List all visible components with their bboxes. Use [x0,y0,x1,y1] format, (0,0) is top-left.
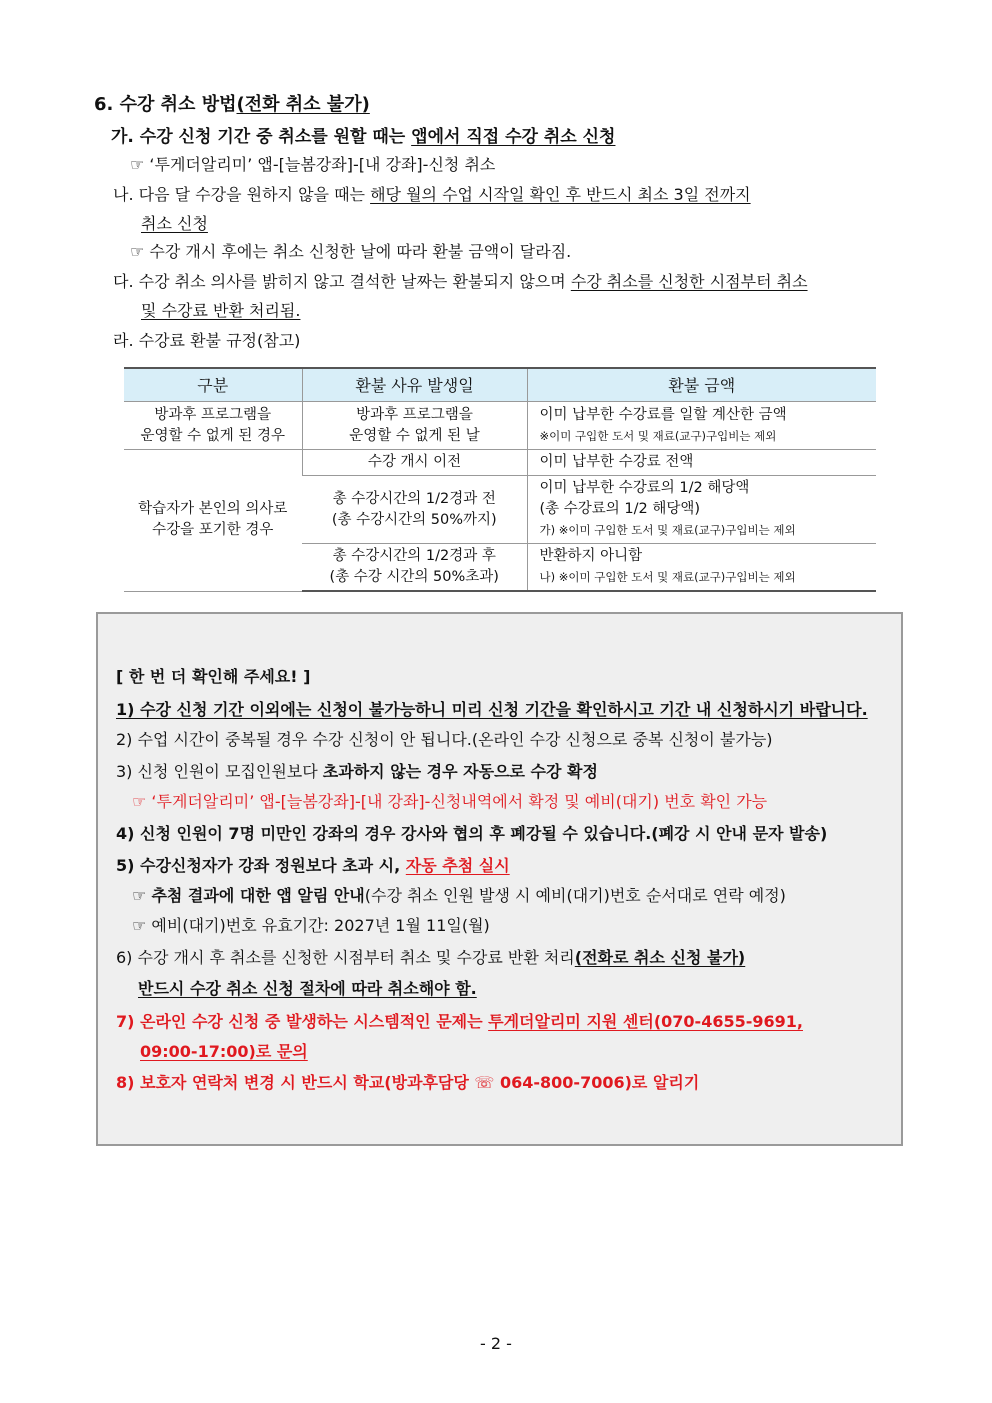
table-row [124,402,876,450]
section-title: 6. 수강 취소 방법(전화 취소 불가) [94,94,370,115]
item-ga-sub: ☞ ‘투게더알리미’ 앱-[늘봄강좌]-[내 강좌]-신청 취소 [130,155,496,174]
refund-table [124,367,876,592]
notice-item-5-sub1: ☞ 추첨 결과에 대한 앱 알림 안내(수강 취소 인원 발생 시 예비(대기)번호 순서대로 연락 예정) [132,886,786,905]
notice-item-2: 2) 수업 시간이 중복될 경우 수강 신청이 안 됩니다.(온라인 수강 신청으로 중복 신청이 불가능) [116,730,773,749]
notice-item-4: 4) 신청 인원이 7명 미만인 강좌의 경우 강사와 협의 후 폐강될 수 있습니다.(폐강 시 안내 문자 발송) [116,824,828,843]
notice-item-6-cont: 반드시 수강 취소 신청 절차에 따라 취소해야 함. [138,979,477,998]
notice-box [96,612,903,1146]
header-date: 환불 사유 발생일 [302,368,527,402]
cell-date: 총 수강시간의 1/2경과 전 (총 수강시간의 50%까지) [302,476,527,544]
item-na: 나. 다음 달 수강을 원하지 않을 때는 해당 월의 수업 시작일 확인 후 반드시 최소 3일 전까지 [113,185,751,204]
notice-item-7: 7) 온라인 수강 신청 중 발생하는 시스템적인 문제는 투게더알리미 지원 센터(070-4655-9691, [116,1012,803,1031]
notice-item-3: 3) 신청 인원이 모집인원보다 초과하지 않는 경우 자동으로 수강 확정 [116,762,598,781]
page-number: - 2 - [480,1334,512,1353]
item-na-sub: ☞ 수강 개시 후에는 취소 신청한 날에 따라 환불 금액이 달라짐. [130,242,572,261]
cell-amount: 반환하지 아니함 나) ※이미 구입한 도서 및 재료(교구)구입비는 제외 [527,544,876,592]
notice-item-3-sub: ☞ ‘투게더알리미’ 앱-[늘봄강좌]-[내 강좌]-신청내역에서 확정 및 예비(대기) 번호 확인 가능 [132,792,768,811]
item-ga: 가. 수강 신청 기간 중 취소를 원할 때는 앱에서 직접 수강 취소 신청 [111,127,616,147]
notice-item-5: 5) 수강신청자가 강좌 정원보다 초과 시, 자동 추첨 실시 [116,856,510,875]
header-amount: 환불 금액 [527,368,876,402]
cell-category: 방과후 프로그램을 운영할 수 없게 된 경우 [124,402,302,450]
notice-item-8: 8) 보호자 연락처 변경 시 반드시 학교(방과후담당 ☏ 064-800-7006)로 알리기 [116,1073,700,1092]
cell-date: 수강 개시 이전 [302,450,527,476]
item-da-cont: 및 수강료 반환 처리됨. [141,301,301,320]
cell-amount: 이미 납부한 수강료를 일할 계산한 금액 ※이미 구입한 도서 및 재료(교구)구입비는 제외 [527,402,876,450]
header-category: 구분 [124,368,302,402]
notice-item-1: 1) 수강 신청 기간 이외에는 신청이 불가능하니 미리 신청 기간을 확인하시고 기간 내 신청하시기 바랍니다. [116,700,868,719]
cell-amount: 이미 납부한 수강료의 1/2 해당액 (총 수강료의 1/2 해당액) 가) ※이미 구입한 도서 및 재료(교구)구입비는 제외 [527,476,876,544]
cell-date: 총 수강시간의 1/2경과 후 (총 수강 시간의 50%초과) [302,544,527,592]
cell-amount: 이미 납부한 수강료 전액 [527,450,876,476]
notice-item-7-cont: 09:00-17:00)로 문의 [140,1042,308,1061]
table-header-row [124,368,876,402]
cell-category-group: 학습자가 본인의 의사로 수강을 포기한 경우 [124,450,302,592]
notice-item-6: 6) 수강 개시 후 취소를 신청한 시점부터 취소 및 수강료 반환 처리(전화로 취소 신청 불가) [116,948,746,967]
notice-heading: [ 한 번 더 확인해 주세요! ] [116,667,311,686]
item-ra: 라. 수강료 환불 규정(참고) [113,331,301,350]
cell-date: 방과후 프로그램을 운영할 수 없게 된 날 [302,402,527,450]
item-da: 다. 수강 취소 의사를 밝히지 않고 결석한 날짜는 환불되지 않으며 수강 취소를 신청한 시점부터 취소 [113,272,808,291]
item-na-cont: 취소 신청 [141,214,208,233]
notice-item-5-sub2: ☞ 예비(대기)번호 유효기간: 2027년 1월 11일(월) [132,916,490,935]
table-row [124,450,876,476]
